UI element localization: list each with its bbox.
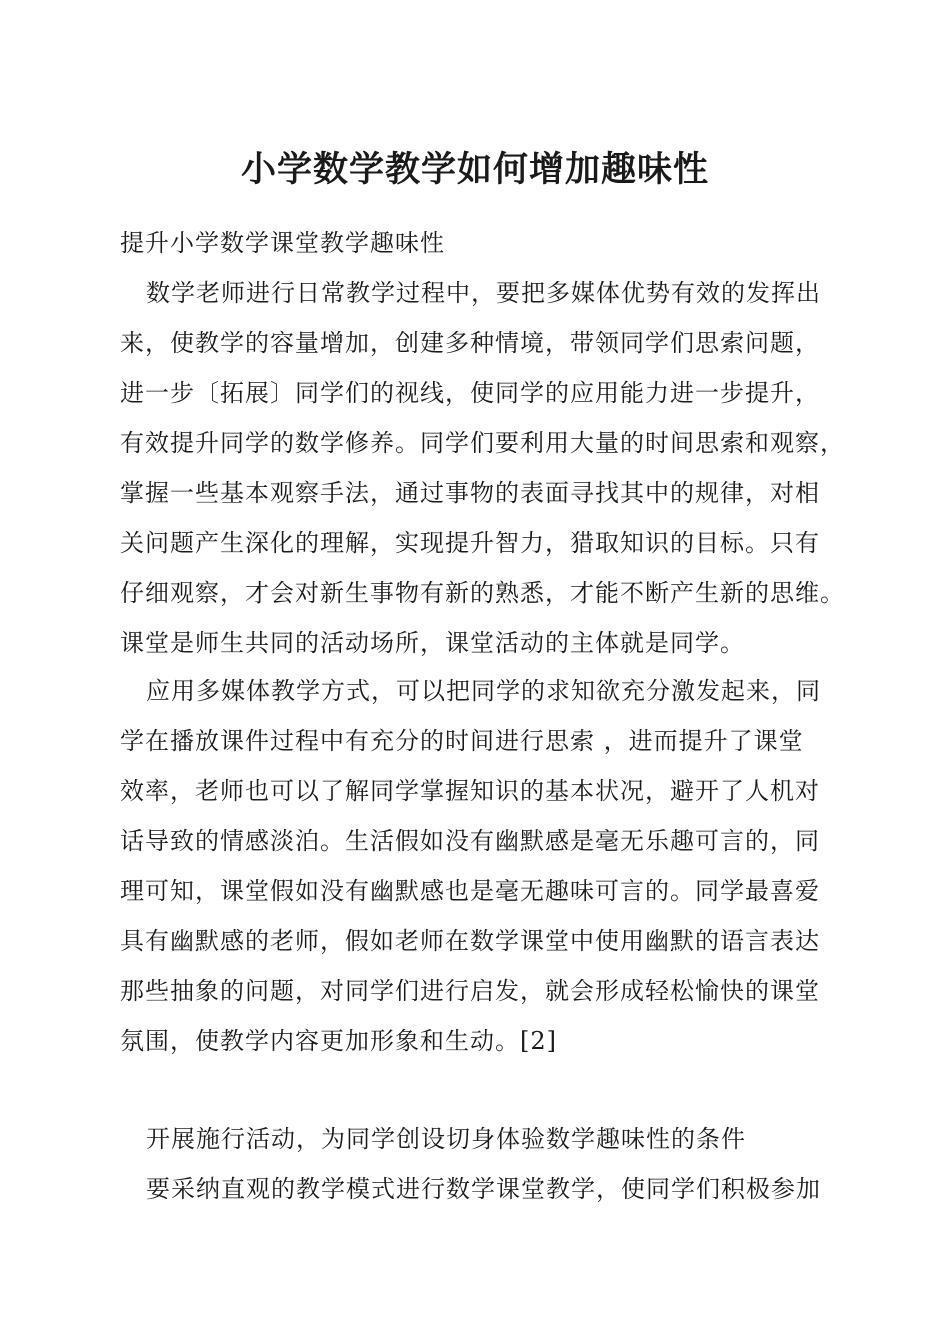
section-heading-1-block xyxy=(120,218,860,268)
paragraph-line: 数学老师进行日常教学过程中，要把多媒体优势有效的发挥出 xyxy=(146,279,821,307)
paragraph-line: 有效提升同学的数学修养。同学们要利用大量的时间思索和观察， xyxy=(120,429,845,457)
document-title: 小学数学教学如何增加趣味性 xyxy=(240,149,709,190)
paragraph-1 xyxy=(120,268,860,668)
paragraph-line: 理可知，课堂假如没有幽默感也是毫无趣味可言的。同学最喜爱 xyxy=(120,877,820,905)
paragraph-line: 氛围，使教学内容更加形象和生动。[2] xyxy=(120,1027,557,1055)
paragraph-2 xyxy=(120,666,860,1066)
paragraph-line: 掌握一些基本观察手法，通过事物的表面寻找其中的规律，对相 xyxy=(120,479,820,507)
paragraph-line: 话导致的情感淡泊。生活假如没有幽默感是毫无乐趣可言的，同 xyxy=(120,827,820,855)
paragraph-line: 来，使教学的容量增加，创建多种情境，带领同学们思索问题， xyxy=(120,329,820,357)
paragraph-line: 学在播放课件过程中有充分的时间进行思索 ，进而提升了课堂 xyxy=(120,727,804,755)
paragraph-line: 那些抽象的问题，对同学们进行启发，就会形成轻松愉快的课堂 xyxy=(120,977,820,1005)
section-heading-2: 开展施行活动，为同学创设切身体验数学趣味性的条件 xyxy=(146,1125,746,1153)
section-2 xyxy=(120,1114,860,1214)
section-heading-1: 提升小学数学课堂教学趣味性 xyxy=(120,229,445,257)
paragraph-line: 仔细观察，才会对新生事物有新的熟悉，才能不断产生新的思维。 xyxy=(120,579,845,607)
paragraph-line: 应用多媒体教学方式，可以把同学的求知欲充分激发起来，同 xyxy=(146,677,821,705)
paragraph-line: 关问题产生深化的理解，实现提升智力，猎取知识的目标。只有 xyxy=(120,529,820,557)
paragraph-line: 课堂是师生共同的活动场所，课堂活动的主体就是同学。 xyxy=(120,629,745,657)
paragraph-line: 要采纳直观的教学模式进行数学课堂教学，使同学们积极参加 xyxy=(146,1175,821,1203)
paragraph-line: 具有幽默感的老师，假如老师在数学课堂中使用幽默的语言表达 xyxy=(120,927,820,955)
paragraph-line: 效率，老师也可以了解同学掌握知识的基本状况，避开了人机对 xyxy=(120,777,820,805)
paragraph-line: 进一步〔拓展〕同学们的视线，使同学的应用能力进一步提升， xyxy=(120,379,820,407)
